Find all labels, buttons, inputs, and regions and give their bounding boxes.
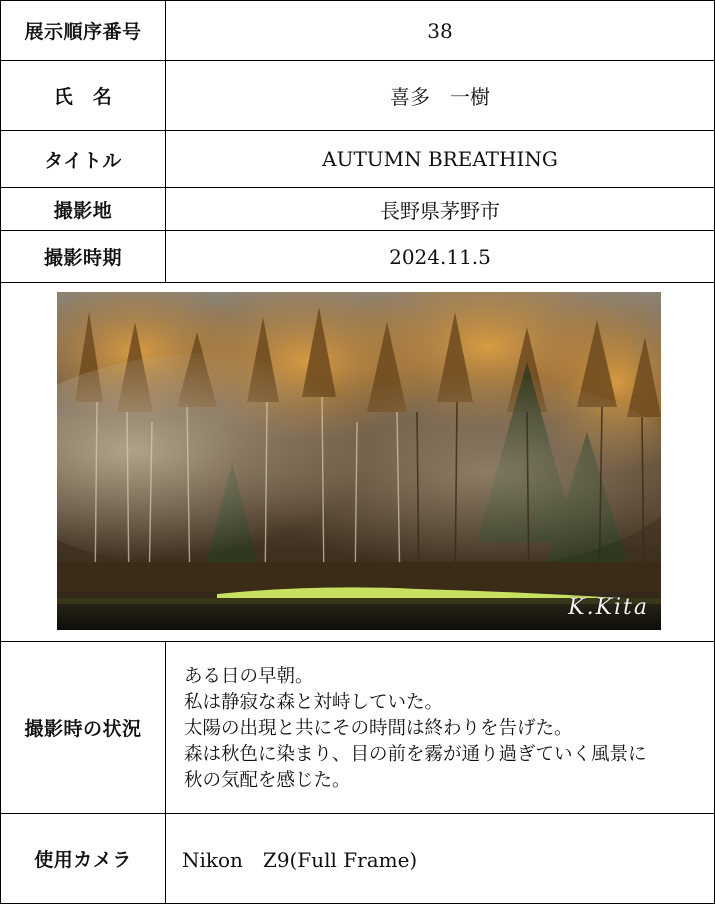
camera-label: 使用カメラ (1, 814, 166, 903)
date-row (1, 231, 714, 283)
location-row (1, 188, 714, 231)
title-row (1, 131, 714, 188)
situation-label: 撮影時の状況 (1, 642, 166, 813)
photographer-signature: K.Kita (568, 595, 649, 620)
location-value: 長野県茅野市 (380, 198, 500, 223)
exhibit-number-row (1, 1, 714, 61)
date-label: 撮影時期 (1, 231, 166, 282)
location-label: 撮影地 (1, 188, 166, 230)
autumn-forest-photo (57, 292, 661, 630)
camera-row (1, 814, 714, 903)
exhibit-number-label: 展示順序番号 (1, 1, 166, 60)
photo-illustration (57, 292, 661, 630)
situation-line: 秋の気配を感じた。 (184, 770, 351, 791)
name-label: 氏 名 (1, 61, 166, 130)
name-value: 喜多 一樹 (390, 85, 490, 109)
situation-line: 私は静寂な森と対峙していた。 (184, 692, 444, 713)
name-row (1, 61, 714, 131)
situation-text (184, 664, 647, 794)
situation-line: 森は秋色に染まり、目の前を霧が通り過ぎていく風景に (184, 744, 647, 765)
situation-line: ある日の早朝。 (184, 666, 314, 687)
situation-row (1, 642, 714, 814)
camera-value: Nikon Z9(Full Frame) (182, 848, 418, 872)
photo-row (1, 283, 714, 642)
situation-line: 太陽の出現と共にその時間は終わりを告げた。 (184, 718, 573, 739)
title-value: AUTUMN BREATHING (322, 147, 558, 171)
date-value: 2024.11.5 (389, 244, 491, 269)
exhibit-number-value: 38 (427, 18, 453, 43)
title-label: タイトル (1, 131, 166, 187)
